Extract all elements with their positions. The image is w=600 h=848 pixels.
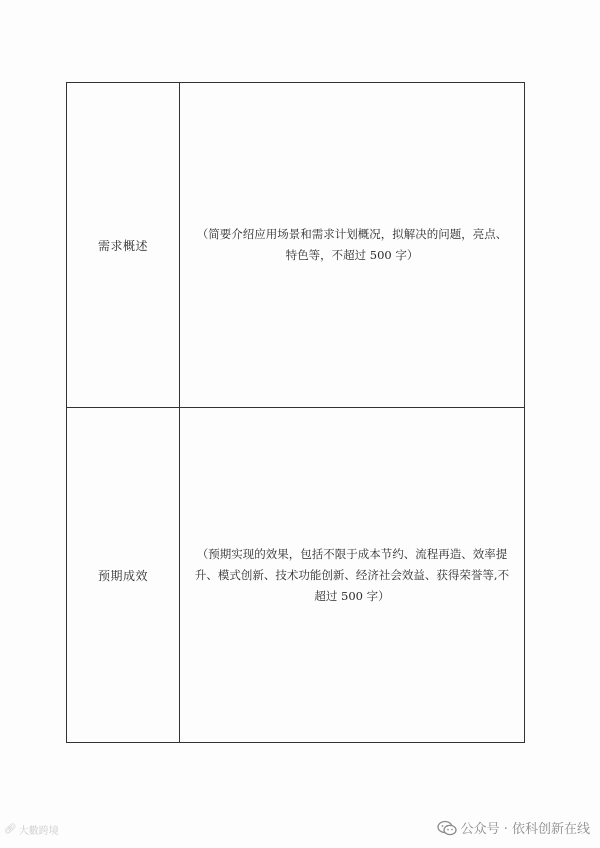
watermark-right [437, 818, 590, 837]
link-icon: 🔗︎ [4, 823, 17, 835]
watermark-right-text: 公众号 · 依科创新在线 [460, 822, 590, 837]
content-line: 特色等，不超过 500 字） [285, 248, 419, 262]
wechat-icon [437, 820, 457, 836]
application-form-table [66, 82, 525, 743]
watermark-left [4, 822, 59, 837]
content-line: 超过 500 字） [314, 588, 390, 603]
label-expected-results: 预期成效 [67, 408, 180, 743]
content-line: （预期实现的效果，包括不限于成本节约、流程再造、效率提 [196, 546, 508, 561]
content-line: 升、模式创新、技术功能创新、经济社会效益、获得荣誉等,不 [194, 567, 510, 582]
content-demand-overview [180, 83, 525, 408]
table-row-expected-results [67, 408, 525, 743]
content-expected-results [180, 408, 525, 743]
table-row-demand-overview [67, 83, 525, 408]
label-demand-overview: 需求概述 [67, 83, 180, 408]
content-line: （简要介绍应用场景和需求计划概况，拟解决的问题，亮点、 [196, 227, 508, 241]
watermark-left-text: 大數跨境 [18, 826, 59, 837]
